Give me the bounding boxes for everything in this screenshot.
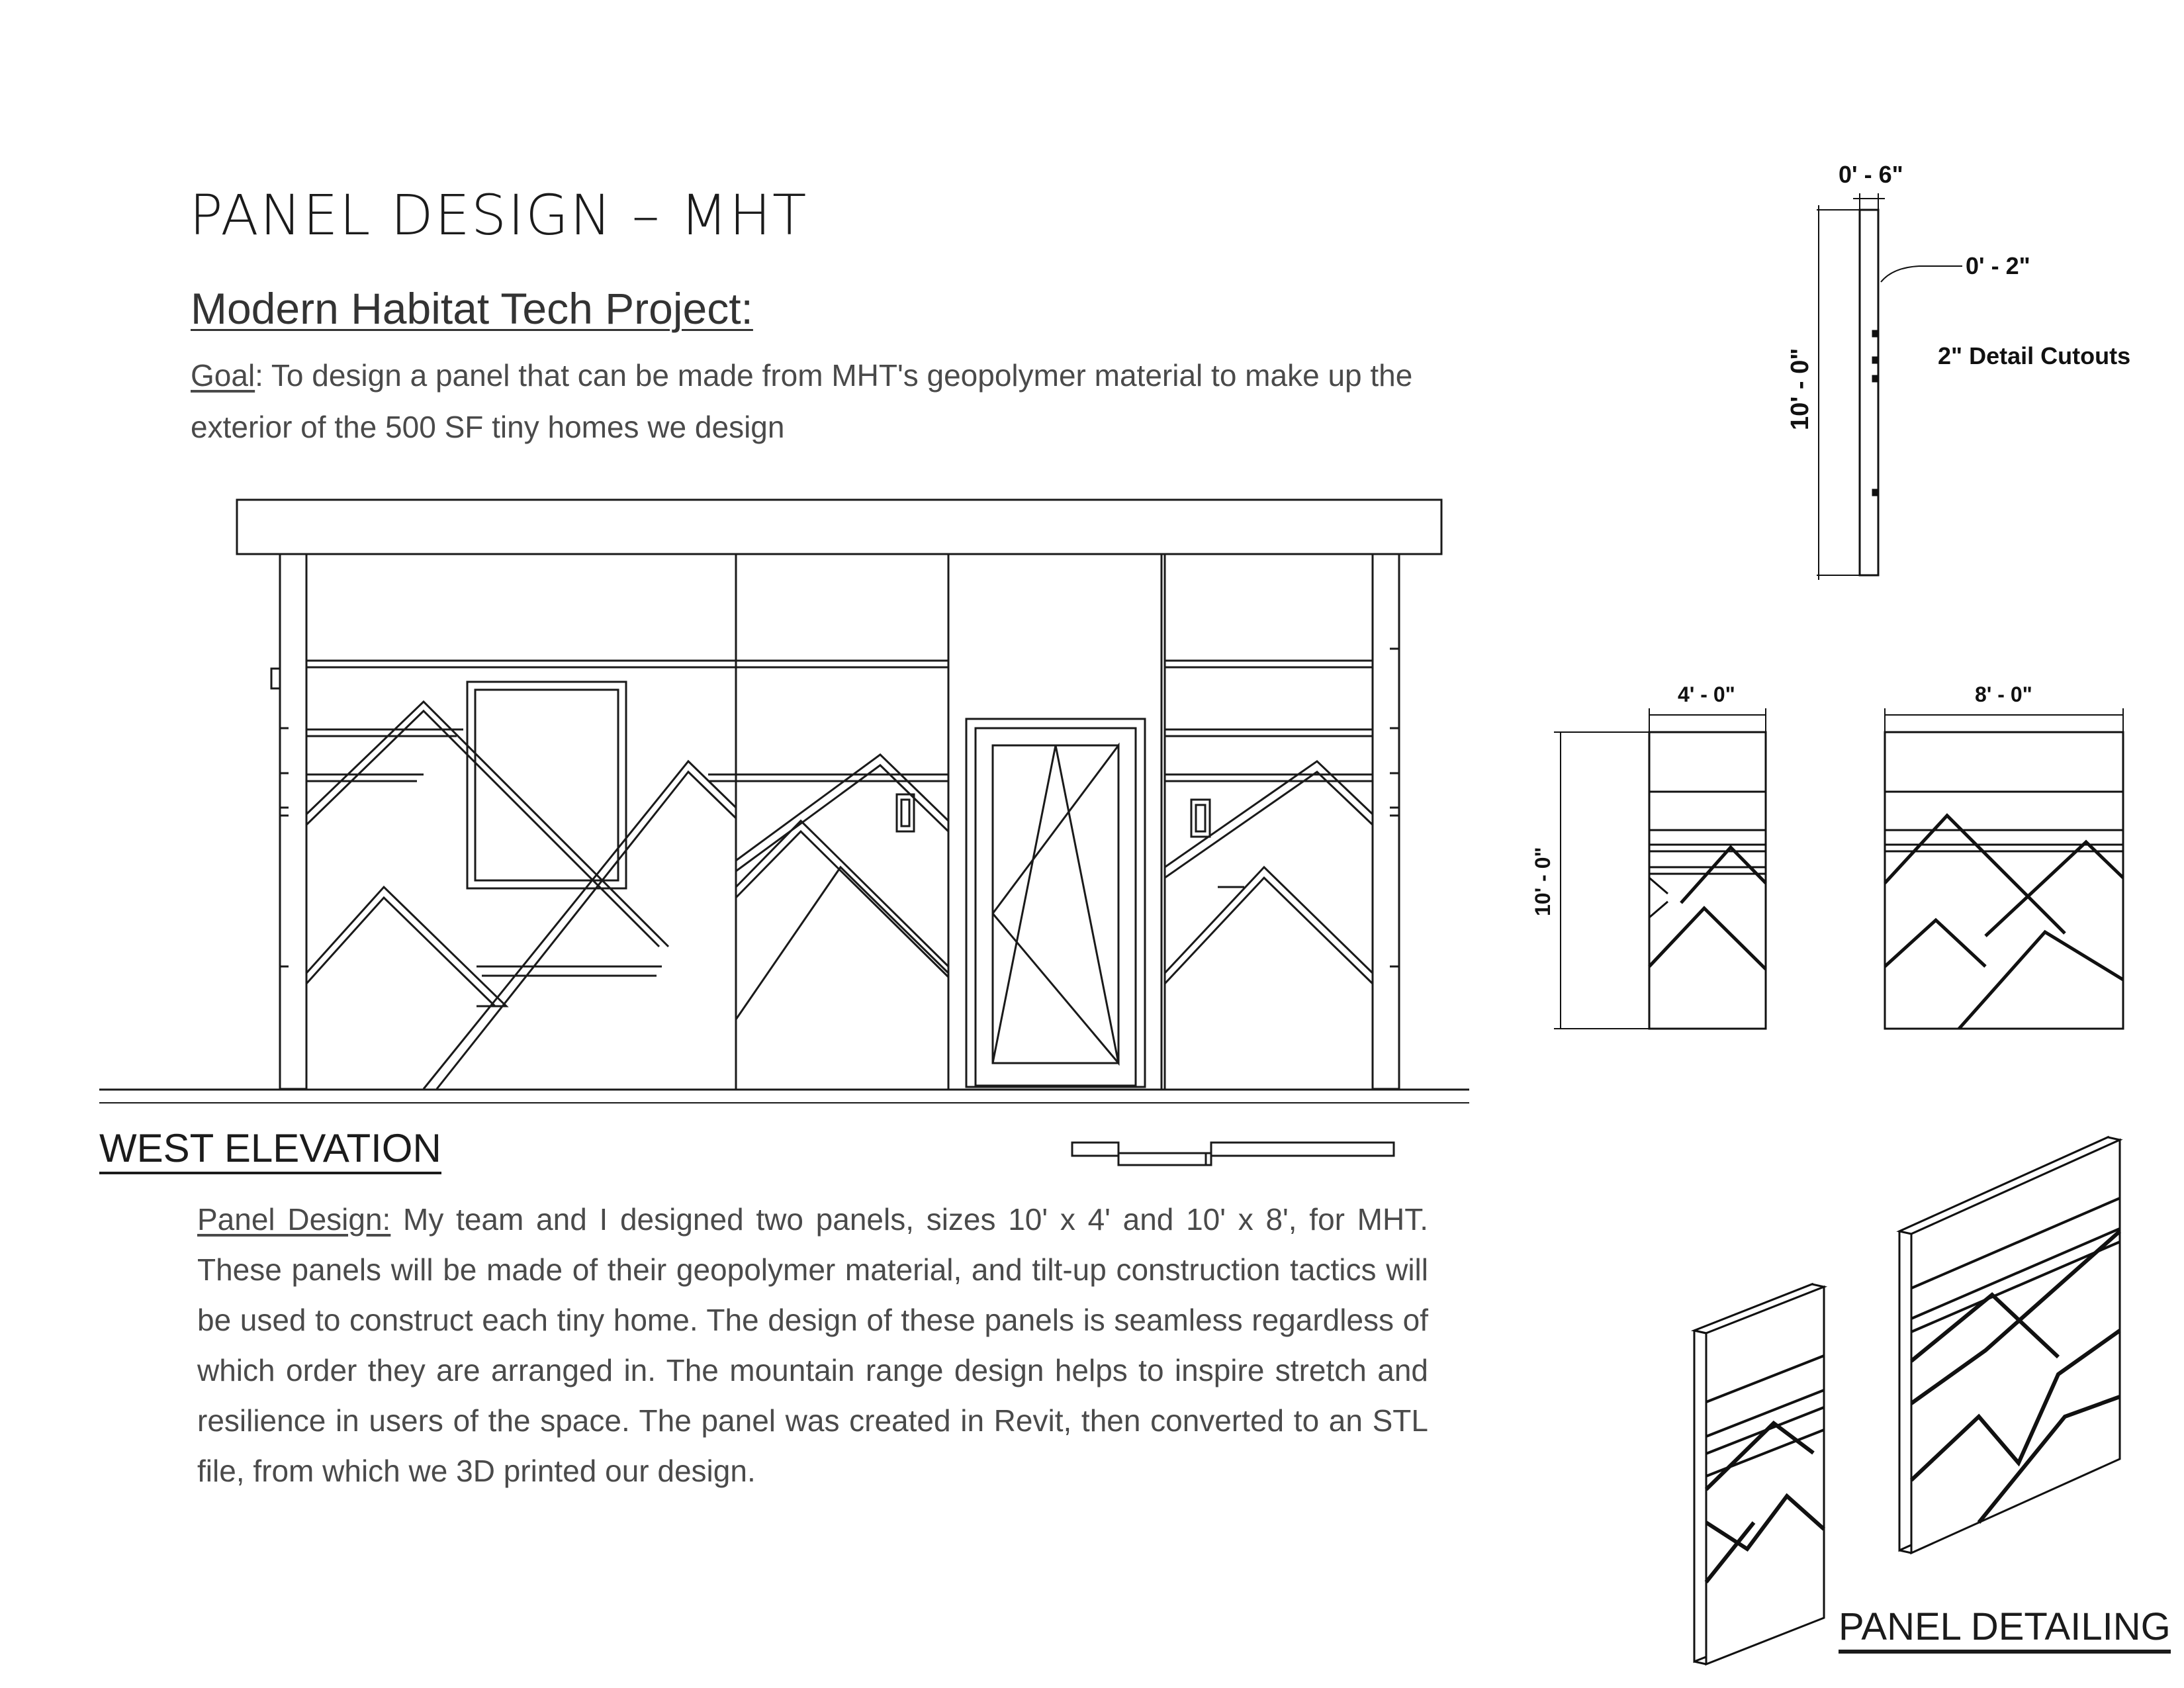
section-height-dim: 10' - 0" xyxy=(1786,348,1814,430)
small-panel-width-dim: 4' - 0" xyxy=(1678,682,1735,706)
section-width-dim: 0' - 6" xyxy=(1839,161,1903,188)
goal-label: Goal xyxy=(191,358,255,393)
section-cut-dim: 0' - 2" xyxy=(1966,252,2030,279)
panel-design-text: My team and I designed two panels, sizes 10' x 4' and 10' x 8', for MHT. These panels will be made of their geopolymer material, and tilt-up construction tactics will be used to construct each tiny home. The design of these panels is seamless regardless of which order they are arranged in. The mountain range design helps to inspire stretch and resilience in users of the space. The panel was created in Revit, then converted to an STL file, from which we 3D printed our design. xyxy=(197,1202,1428,1488)
section-cutouts-note: 2" Detail Cutouts xyxy=(1938,342,2131,369)
west-elevation-label: WEST ELEVATION xyxy=(99,1125,441,1174)
project-title: Modern Habitat Tech Project: xyxy=(191,284,753,333)
panel-design-label: Panel Design: xyxy=(197,1202,391,1237)
panel-design-paragraph xyxy=(197,1194,1428,1496)
large-panel-width-dim: 8' - 0" xyxy=(1975,682,2032,706)
panel-detailing-label: PANEL DETAILING xyxy=(1839,1605,2171,1654)
goal-text: : To design a panel that can be made from MHT's geopolymer material to make up the exterior of the 500 SF tiny homes we design xyxy=(191,358,1413,444)
panel-height-dim: 10' - 0" xyxy=(1531,847,1555,916)
page-title: PANEL DESIGN – MHT xyxy=(189,183,808,248)
